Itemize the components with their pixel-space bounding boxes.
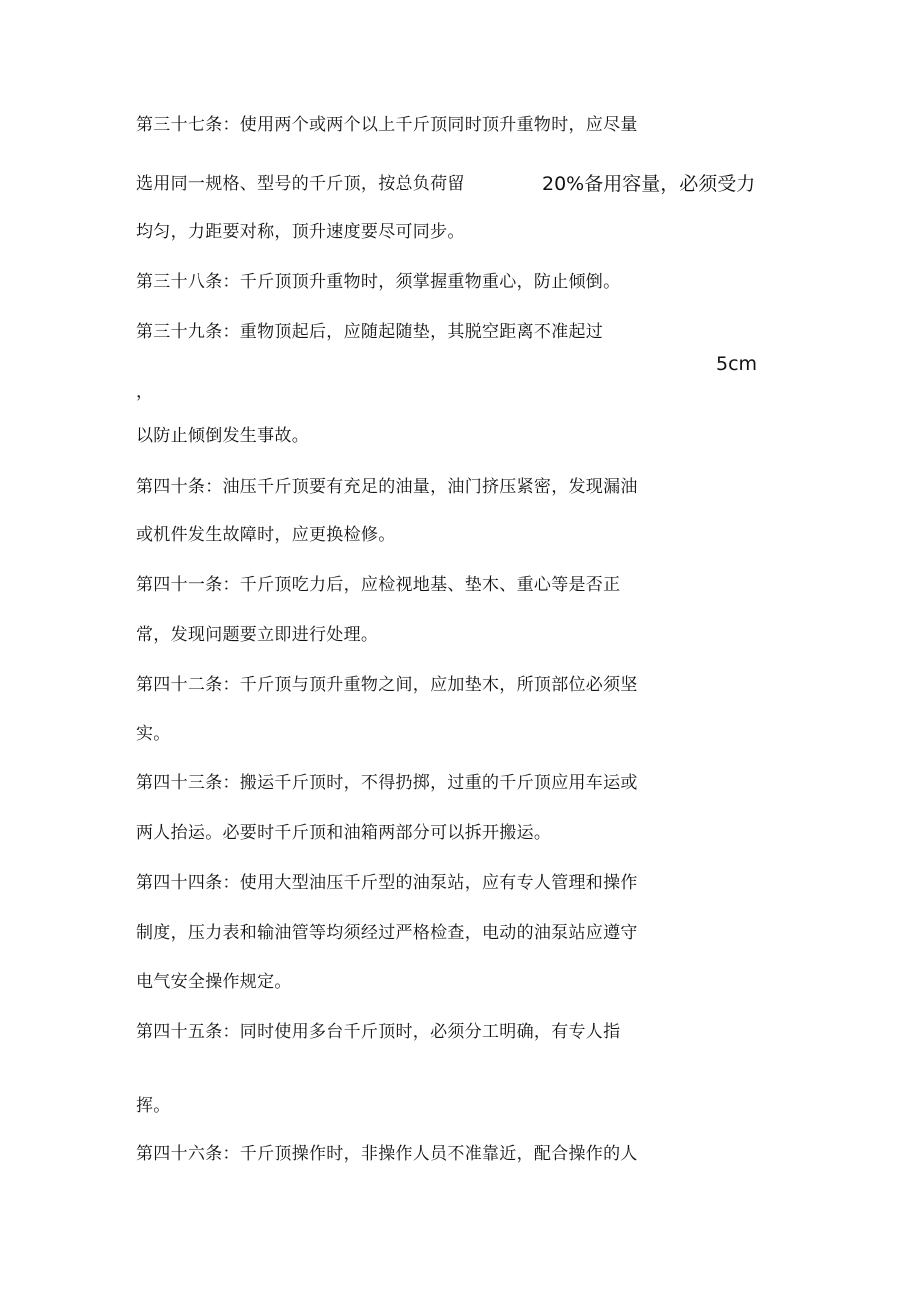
- text-line-8: 或机件发生故障时，应更换检修。: [136, 525, 396, 545]
- text-line-11: 第四十二条：千斤顶与顶升重物之间，应加垫木，所顶部位必须坚: [136, 675, 638, 695]
- text-line-comma: ，: [136, 382, 154, 402]
- text-line-10: 常，发现问题要立即进行处理。: [136, 625, 379, 645]
- text-line-19: 挥。: [136, 1096, 171, 1116]
- text-line-3: 均匀，力距要对称，顶升速度要尽可同步。: [136, 222, 465, 242]
- text-line-5: 第三十九条：重物顶起后，应随起随垫，其脱空距离不准起过: [136, 322, 604, 342]
- text-line-12: 实。: [136, 724, 171, 744]
- text-line-6: 以防止倾倒发生事故。: [136, 426, 309, 446]
- text-line-1: 第三十七条：使用两个或两个以上千斤顶同时顶升重物时，应尽量: [136, 115, 638, 135]
- text-line-14: 两人抬运。必要时千斤顶和油箱两部分可以拆开搬运。: [136, 823, 552, 843]
- capacity-fragment: 20%备用容量，必须受力: [542, 173, 756, 195]
- text-line-9: 第四十一条：千斤顶吃力后，应检视地基、垫木、重心等是否正: [136, 575, 621, 595]
- text-line-2: 选用同一规格、型号的千斤顶，按总负荷留: [136, 174, 465, 194]
- text-line-20: 第四十六条：千斤顶操作时，非操作人员不准靠近，配合操作的人: [136, 1144, 638, 1164]
- text-line-17: 电气安全操作规定。: [136, 972, 292, 992]
- text-line-4: 第三十八条：千斤顶顶升重物时，须掌握重物重心，防止倾倒。: [136, 272, 621, 292]
- text-line-15: 第四十四条：使用大型油压千斤型的油泵站，应有专人管理和操作: [136, 873, 638, 893]
- text-line-13: 第四十三条：搬运千斤顶时，不得扔掷，过重的千斤顶应用车运或: [136, 773, 638, 793]
- distance-value: 5cm: [716, 353, 758, 375]
- text-line-16: 制度，压力表和输油管等均须经过严格检查，电动的油泵站应遵守: [136, 923, 638, 943]
- text-line-18: 第四十五条：同时使用多台千斤顶时，必须分工明确，有专人指: [136, 1022, 621, 1042]
- text-line-7: 第四十条：油压千斤顶要有充足的油量，油门挤压紧密，发现漏油: [136, 477, 638, 497]
